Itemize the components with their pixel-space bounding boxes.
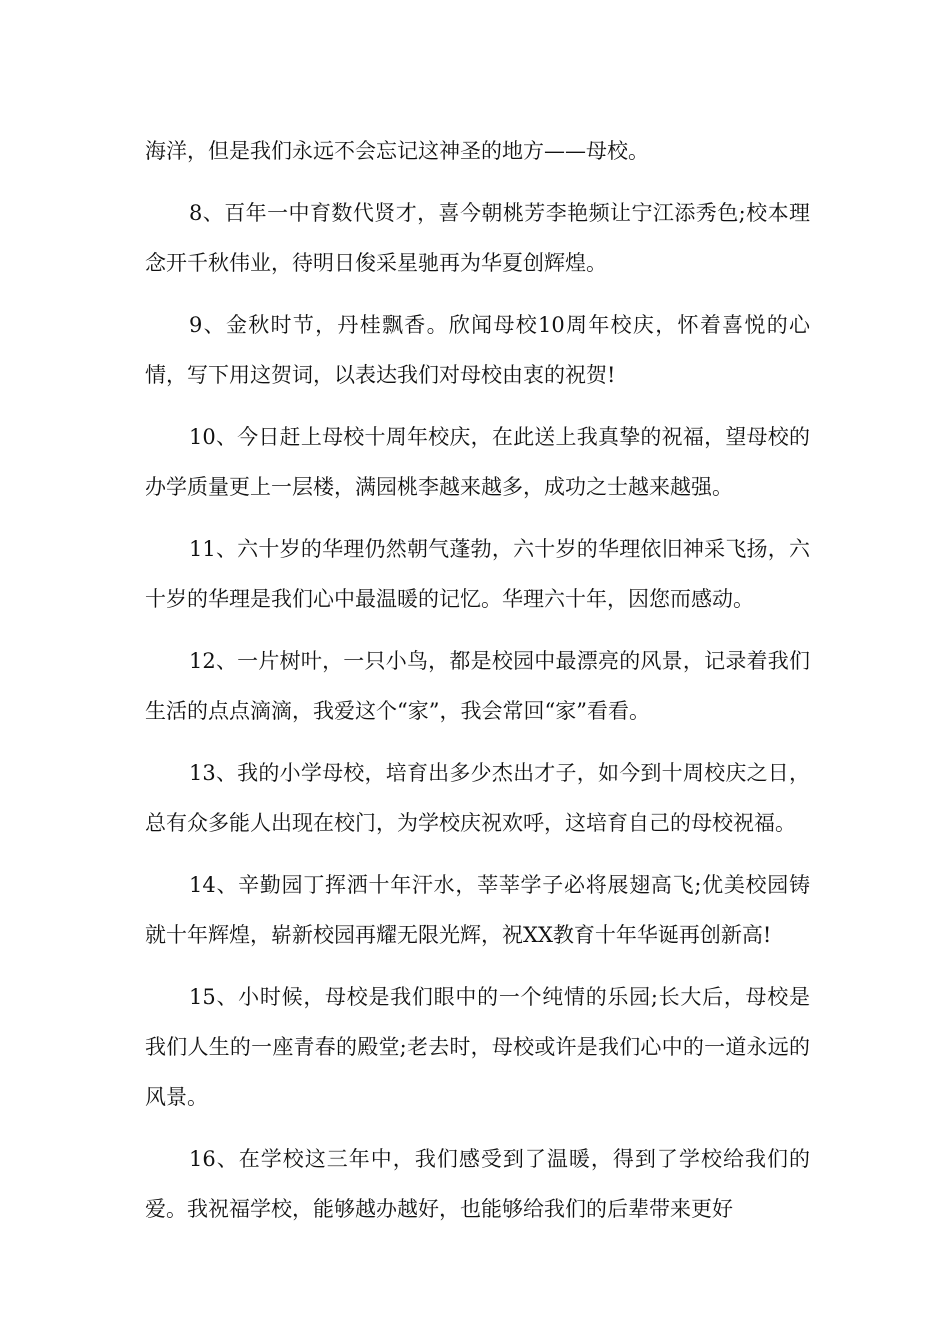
paragraph-continuation: 海洋，但是我们永远不会忘记这神圣的地方——母校。: [145, 139, 649, 163]
paragraph-item-16: 16、在学校这三年中，我们感受到了温暖，得到了学校给我们的爱。我祝福学校，能够越办越好，也能够给我们的后辈带来更好: [145, 1147, 810, 1221]
document-body: [145, 126, 810, 1246]
paragraph-item-9: 9、金秋时节，丹桂飘香。欣闻母校10周年校庆，怀着喜悦的心情，写下用这贺词，以表达我们对母校由衷的祝贺!: [145, 313, 810, 387]
paragraph-item-11: 11、六十岁的华理仍然朝气蓬勃，六十岁的华理依旧神采飞扬，六十岁的华理是我们心中最温暖的记忆。华理六十年，因您而感动。: [145, 537, 810, 611]
paragraph-item-13: 13、我的小学母校，培育出多少杰出才子，如今到十周校庆之日，总有众多能人出现在校门，为学校庆祝欢呼，这培育自己的母校祝福。: [145, 761, 810, 835]
paragraph-item-14: 14、辛勤园丁挥洒十年汗水，莘莘学子必将展翅高飞;优美校园铸就十年辉煌，崭新校园再耀无限光辉，祝XX教育十年华诞再创新高!: [145, 873, 810, 947]
paragraph-item-15: 15、小时候，母校是我们眼中的一个纯情的乐园;长大后，母校是我们人生的一座青春的殿堂;老去时，母校或许是我们心中的一道永远的风景。: [145, 985, 810, 1109]
paragraph-item-12: 12、一片树叶，一只小鸟，都是校园中最漂亮的风景，记录着我们生活的点点滴滴，我爱这个“家”，我会常回“家”看看。: [145, 649, 810, 723]
paragraph-item-10: 10、今日赶上母校十周年校庆，在此送上我真挚的祝福，望母校的办学质量更上一层楼，满园桃李越来越多，成功之士越来越强。: [145, 425, 810, 499]
paragraph-item-8: 8、百年一中育数代贤才，喜今朝桃芳李艳频让宁江添秀色;校本理念开千秋伟业，待明日俊采星驰再为华夏创辉煌。: [145, 201, 810, 275]
